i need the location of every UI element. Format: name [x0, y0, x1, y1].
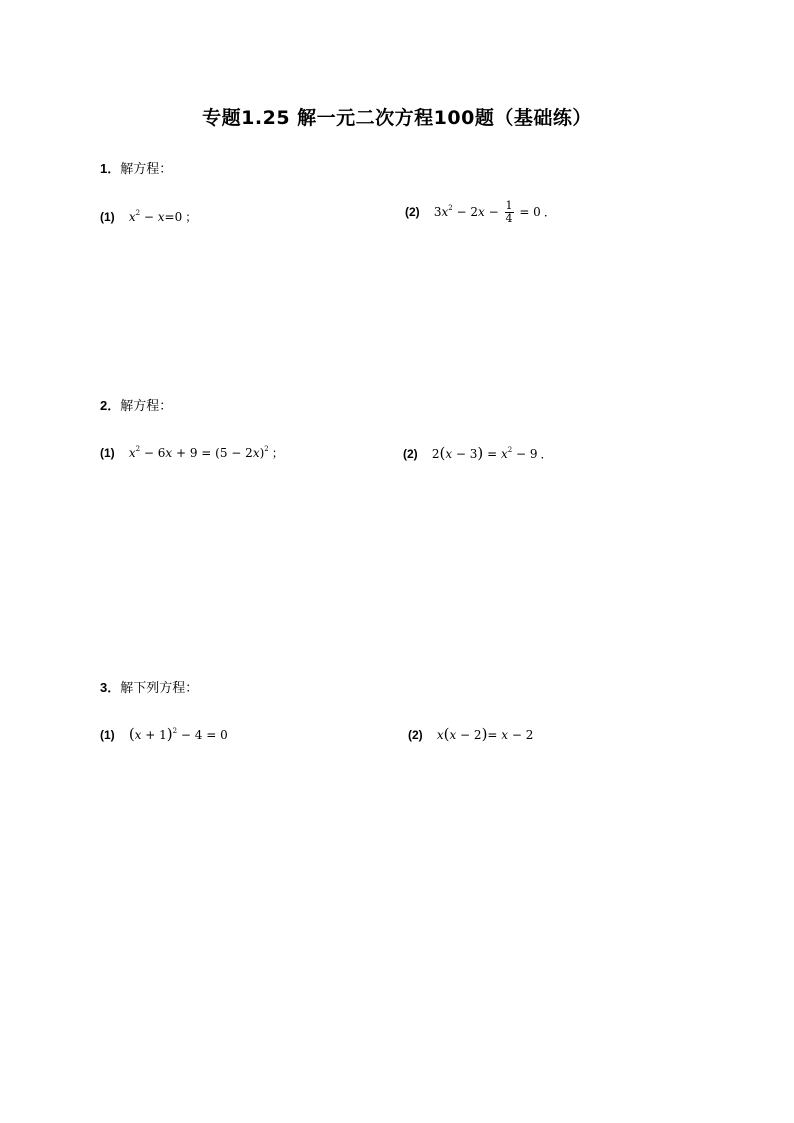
fraction: $\frac{1}{4}$ — [505, 199, 513, 225]
question-1-heading — [100, 158, 172, 177]
part-label: (1) — [100, 728, 115, 742]
end-punctuation: ． — [540, 447, 553, 461]
equation: $3x^2 - 2x$ − $\frac{1}{4}$ = 0 — [433, 199, 541, 225]
question-prompt: 解下列方程： — [120, 681, 199, 696]
question-1-part-1 — [100, 208, 197, 225]
part-label: (1) — [100, 210, 115, 224]
equation: x(x − 2)= x − 2 — [436, 725, 534, 743]
question-2-part-2 — [403, 444, 553, 462]
part-label: (1) — [100, 446, 115, 460]
question-2-part-1 — [100, 444, 284, 461]
question-number: 3． — [100, 680, 121, 695]
question-3-part-2 — [408, 725, 536, 743]
part-label: (2) — [405, 205, 420, 219]
part-label: (2) — [408, 728, 423, 742]
end-punctuation: ． — [543, 205, 556, 219]
question-3-heading — [100, 677, 198, 696]
equation: $(x + 1)^2 - 4 = 0$ — [128, 725, 228, 743]
equation: $x^2 - 6x + 9 = (5 - 2x)^2$ — [128, 445, 269, 460]
equation: $2(x - 3) = x^2 - 9$ — [431, 444, 538, 462]
part-label: (2) — [403, 447, 418, 461]
end-punctuation: ； — [185, 210, 198, 224]
question-prompt: 解方程： — [120, 162, 173, 177]
question-3-part-1 — [100, 725, 231, 743]
question-2-heading — [100, 395, 172, 414]
question-prompt: 解方程： — [120, 399, 173, 414]
equation: $x^2 - x=0$ — [128, 209, 183, 224]
page-title: 专题1.25 解一元二次方程100题（基础练） — [202, 107, 592, 129]
question-number: 2． — [100, 398, 121, 413]
question-number: 1． — [100, 161, 121, 176]
end-punctuation: ； — [271, 446, 284, 460]
question-1-part-2 — [405, 200, 556, 225]
